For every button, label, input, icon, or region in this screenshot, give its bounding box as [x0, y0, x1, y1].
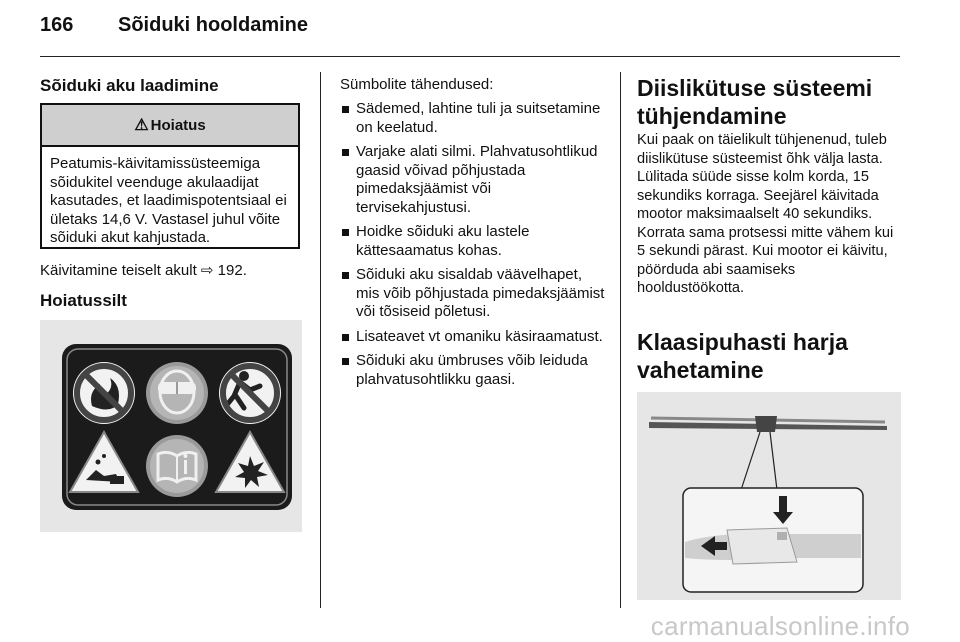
square-bullet-icon — [342, 272, 349, 279]
square-bullet-icon — [342, 334, 349, 341]
chapter-title: Sõiduki hooldamine — [118, 14, 309, 36]
symbol-meanings-intro: Sümbolite tähendused: — [340, 76, 494, 93]
column-divider-1 — [320, 72, 321, 608]
list-item: Hoidke sõiduki aku lastele kättesaamatus kohas. — [340, 223, 608, 260]
section-heading-diesel-bleeding: Diislikütuse süsteemi tühjendamine — [637, 75, 873, 129]
page-reference-arrow-icon: ⇨ — [200, 262, 214, 279]
warning-body: Peatumis-käivitamissüsteemiga sõidukitel veenduge akulaadijat kasutades, et laadimispotentsiaal ei ületaks 14,6 V. Vastasel juhul võite sõiduki akut kahjustada. — [50, 155, 287, 246]
list-item: Sõiduki aku sisaldab väävelhapet, mis võib põhjustada pimedaksjäämist või tõsiseid põletusi. — [340, 266, 608, 322]
section-heading-wiper-blade: Klaasipuhasti harja vahetamine — [637, 329, 848, 383]
square-bullet-icon — [342, 149, 349, 156]
diesel-bleeding-body: Kui paak on täielikult tühjenenud, tuleb diislikütuse süsteemist õhk välja lasta. Lülitada süüde sisse kolm korda, 15 sekundiks korraga. Seejärel käivitada mootor maksimaalselt 40 sekundiks. Korrata sama protsessi mitte vähem kui 5 sekundi pärast. Kui mootor ei käivitu, pöörduda abi saamiseks hooldustöökotta. — [637, 132, 894, 296]
warning-triangle-icon: ⚠ — [134, 117, 149, 134]
no-fire-icon — [73, 362, 135, 424]
square-bullet-icon — [342, 358, 349, 365]
watermark: carmanualsonline.info — [650, 611, 910, 641]
list-item: Lisateavet vt omaniku käsiraamatust. — [340, 328, 608, 347]
read-manual-icon — [146, 435, 208, 497]
header-rule — [40, 56, 900, 57]
jumpstart-reference — [40, 262, 247, 281]
wiper-blade-image — [637, 392, 901, 600]
battery-warning-label-image — [40, 320, 302, 532]
section-heading-battery-charging: Sõiduki aku laadimine — [40, 76, 219, 95]
column-divider-2 — [620, 72, 621, 608]
jumpstart-page-link[interactable]: 192. — [217, 262, 247, 279]
warning-box — [40, 103, 300, 249]
page-number: 166 — [40, 14, 74, 36]
list-item: Varjake alati silmi. Plahvatusohtlikud gaasid võivad põhjustada pimedaksjäämist või tervisekahjustusi. — [340, 143, 608, 217]
square-bullet-icon — [342, 106, 349, 113]
symbol-meanings-list — [340, 100, 608, 395]
jumpstart-text: Käivitamine teiselt akult — [40, 262, 197, 279]
warning-header — [42, 105, 298, 147]
list-item: Sädemed, lahtine tuli ja suitsetamine on keelatud. — [340, 100, 608, 137]
eye-protection-icon — [146, 362, 208, 424]
square-bullet-icon — [342, 229, 349, 236]
list-item: Sõiduki aku ümbruses võib leiduda plahvatusohtlikku gaasi. — [340, 352, 608, 389]
no-children-icon — [219, 362, 281, 424]
warning-title: Hoiatus — [150, 116, 206, 134]
section-heading-warning-label: Hoiatussilt — [40, 291, 127, 310]
